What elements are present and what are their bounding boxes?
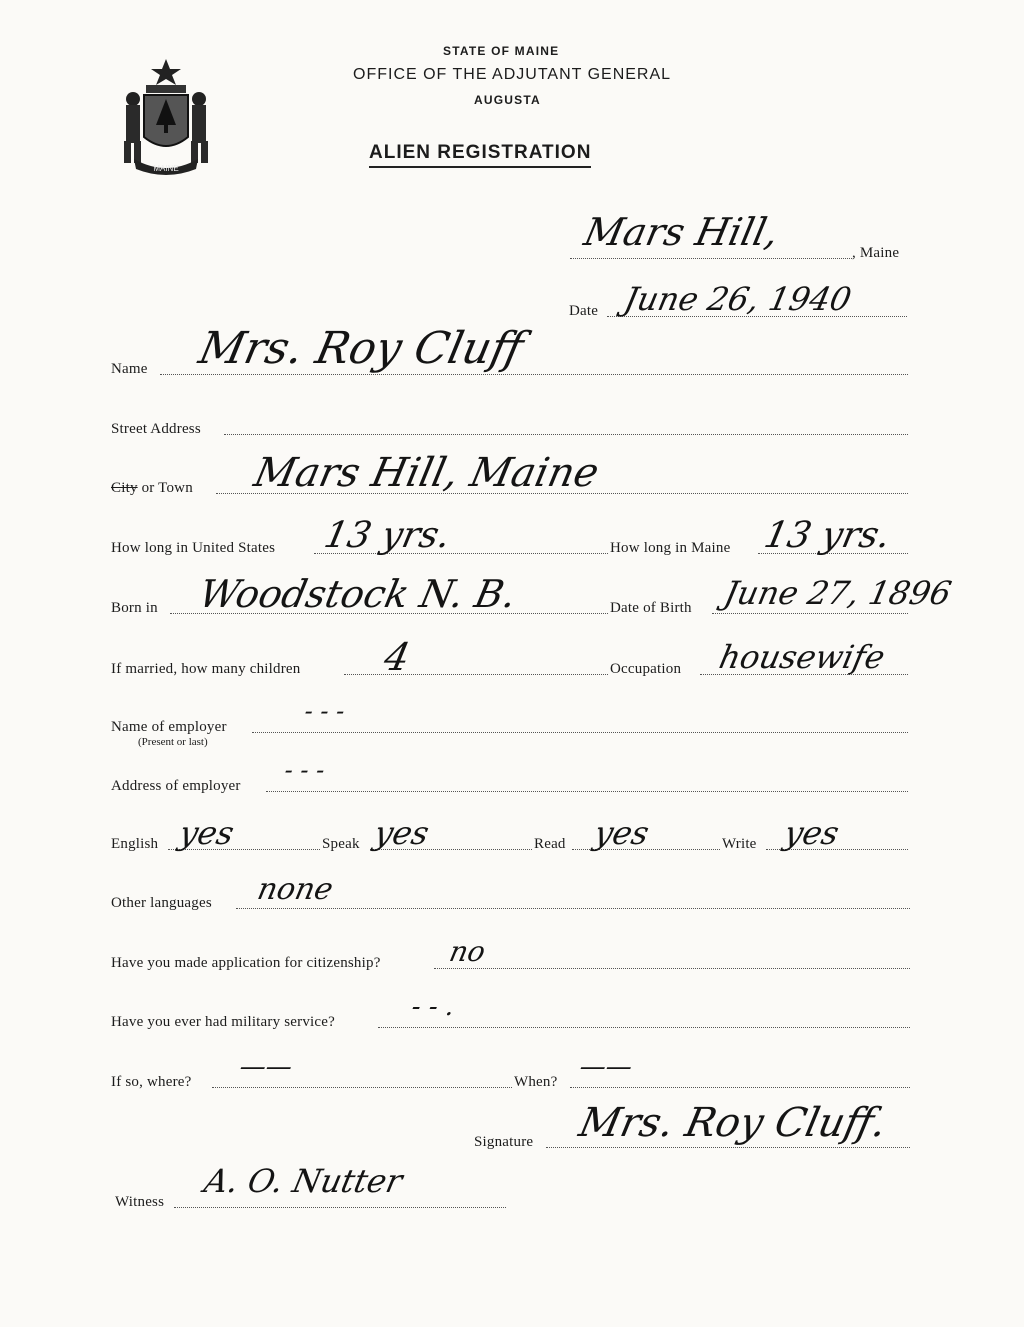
form-title: ALIEN REGISTRATION [369,142,591,168]
employer-value: - - - [302,697,348,725]
citizenship-dotline [434,968,910,969]
born-in-value: Woodstock N. B. [195,572,521,616]
english-value: yes [175,814,238,852]
dob-value: June 27, 1896 [720,574,955,612]
when-dotline [570,1087,910,1088]
or-town-label: or Town [137,480,193,496]
employer-label: Name of employer [111,719,227,735]
town-value: Mars Hill, Maine [250,450,603,496]
military-label: Have you ever had military service? [111,1014,335,1030]
occupation-value: housewife [715,638,889,676]
name-dotline [160,374,908,375]
header-office: OFFICE OF THE ADJUTANT GENERAL [353,66,672,83]
witness-value: A. O. Nutter [200,1162,406,1200]
witness-label: Witness [115,1194,165,1210]
read-value: yes [590,814,653,852]
town-label [111,480,193,497]
header-city: AUGUSTA [474,93,541,107]
dob-label: Date of Birth [610,600,692,616]
other-langs-label: Other languages [111,895,212,911]
write-value: yes [780,814,843,852]
speak-label: Speak [322,836,360,852]
military-dotline [378,1027,910,1028]
signature-value: Mrs. Roy Cluff. [575,1100,891,1146]
city-struck-label: City [111,480,138,496]
born-in-label: Born in [111,600,158,616]
svg-text:MAINE: MAINE [153,164,179,173]
employer-address-dotline [266,791,908,792]
children-value: 4 [380,635,414,679]
employer-dotline [252,732,908,733]
read-label: Read [534,836,566,852]
maine-label: , Maine [852,245,900,261]
write-label: Write [722,836,757,852]
citizenship-value: no [446,935,489,968]
speak-value: yes [370,814,433,852]
how-long-us-label: How long in United States [111,540,276,556]
how-long-maine-label: How long in Maine [610,540,731,556]
occupation-label: Occupation [610,661,682,677]
header-state: STATE OF MAINE [443,44,560,58]
dob-dotline [712,613,908,614]
when-value: —— [576,1052,636,1082]
how-long-maine-value: 13 yrs. [760,515,895,556]
how-long-us-value: 13 yrs. [320,515,455,556]
street-label: Street Address [111,421,201,437]
military-value: - - . [408,992,458,1022]
when-label: When? [514,1074,558,1090]
where-dotline [212,1087,512,1088]
other-langs-value: none [254,872,337,907]
date-label: Date [569,303,599,319]
english-label: English [111,836,159,852]
witness-dotline [174,1207,506,1208]
other-langs-dotline [236,908,910,909]
date-value: June 26, 1940 [620,280,855,318]
street-dotline [224,434,908,435]
state-of-maine-seal-icon [110,55,222,177]
where-value: —— [236,1052,296,1082]
name-value: Mrs. Roy Cluff [194,323,528,374]
signature-dotline [546,1147,910,1148]
signature-label: Signature [474,1134,534,1150]
employer-address-value: - - - [282,756,328,784]
employer-address-label: Address of employer [111,778,241,794]
place-value: Mars Hill, [580,210,783,254]
name-label: Name [111,361,148,377]
children-label: If married, how many children [111,661,301,677]
employer-note: (Present or last) [138,736,208,748]
place-dotline [570,258,852,259]
where-label: If so, where? [111,1074,192,1090]
citizenship-label: Have you made application for citizenship? [111,955,381,971]
